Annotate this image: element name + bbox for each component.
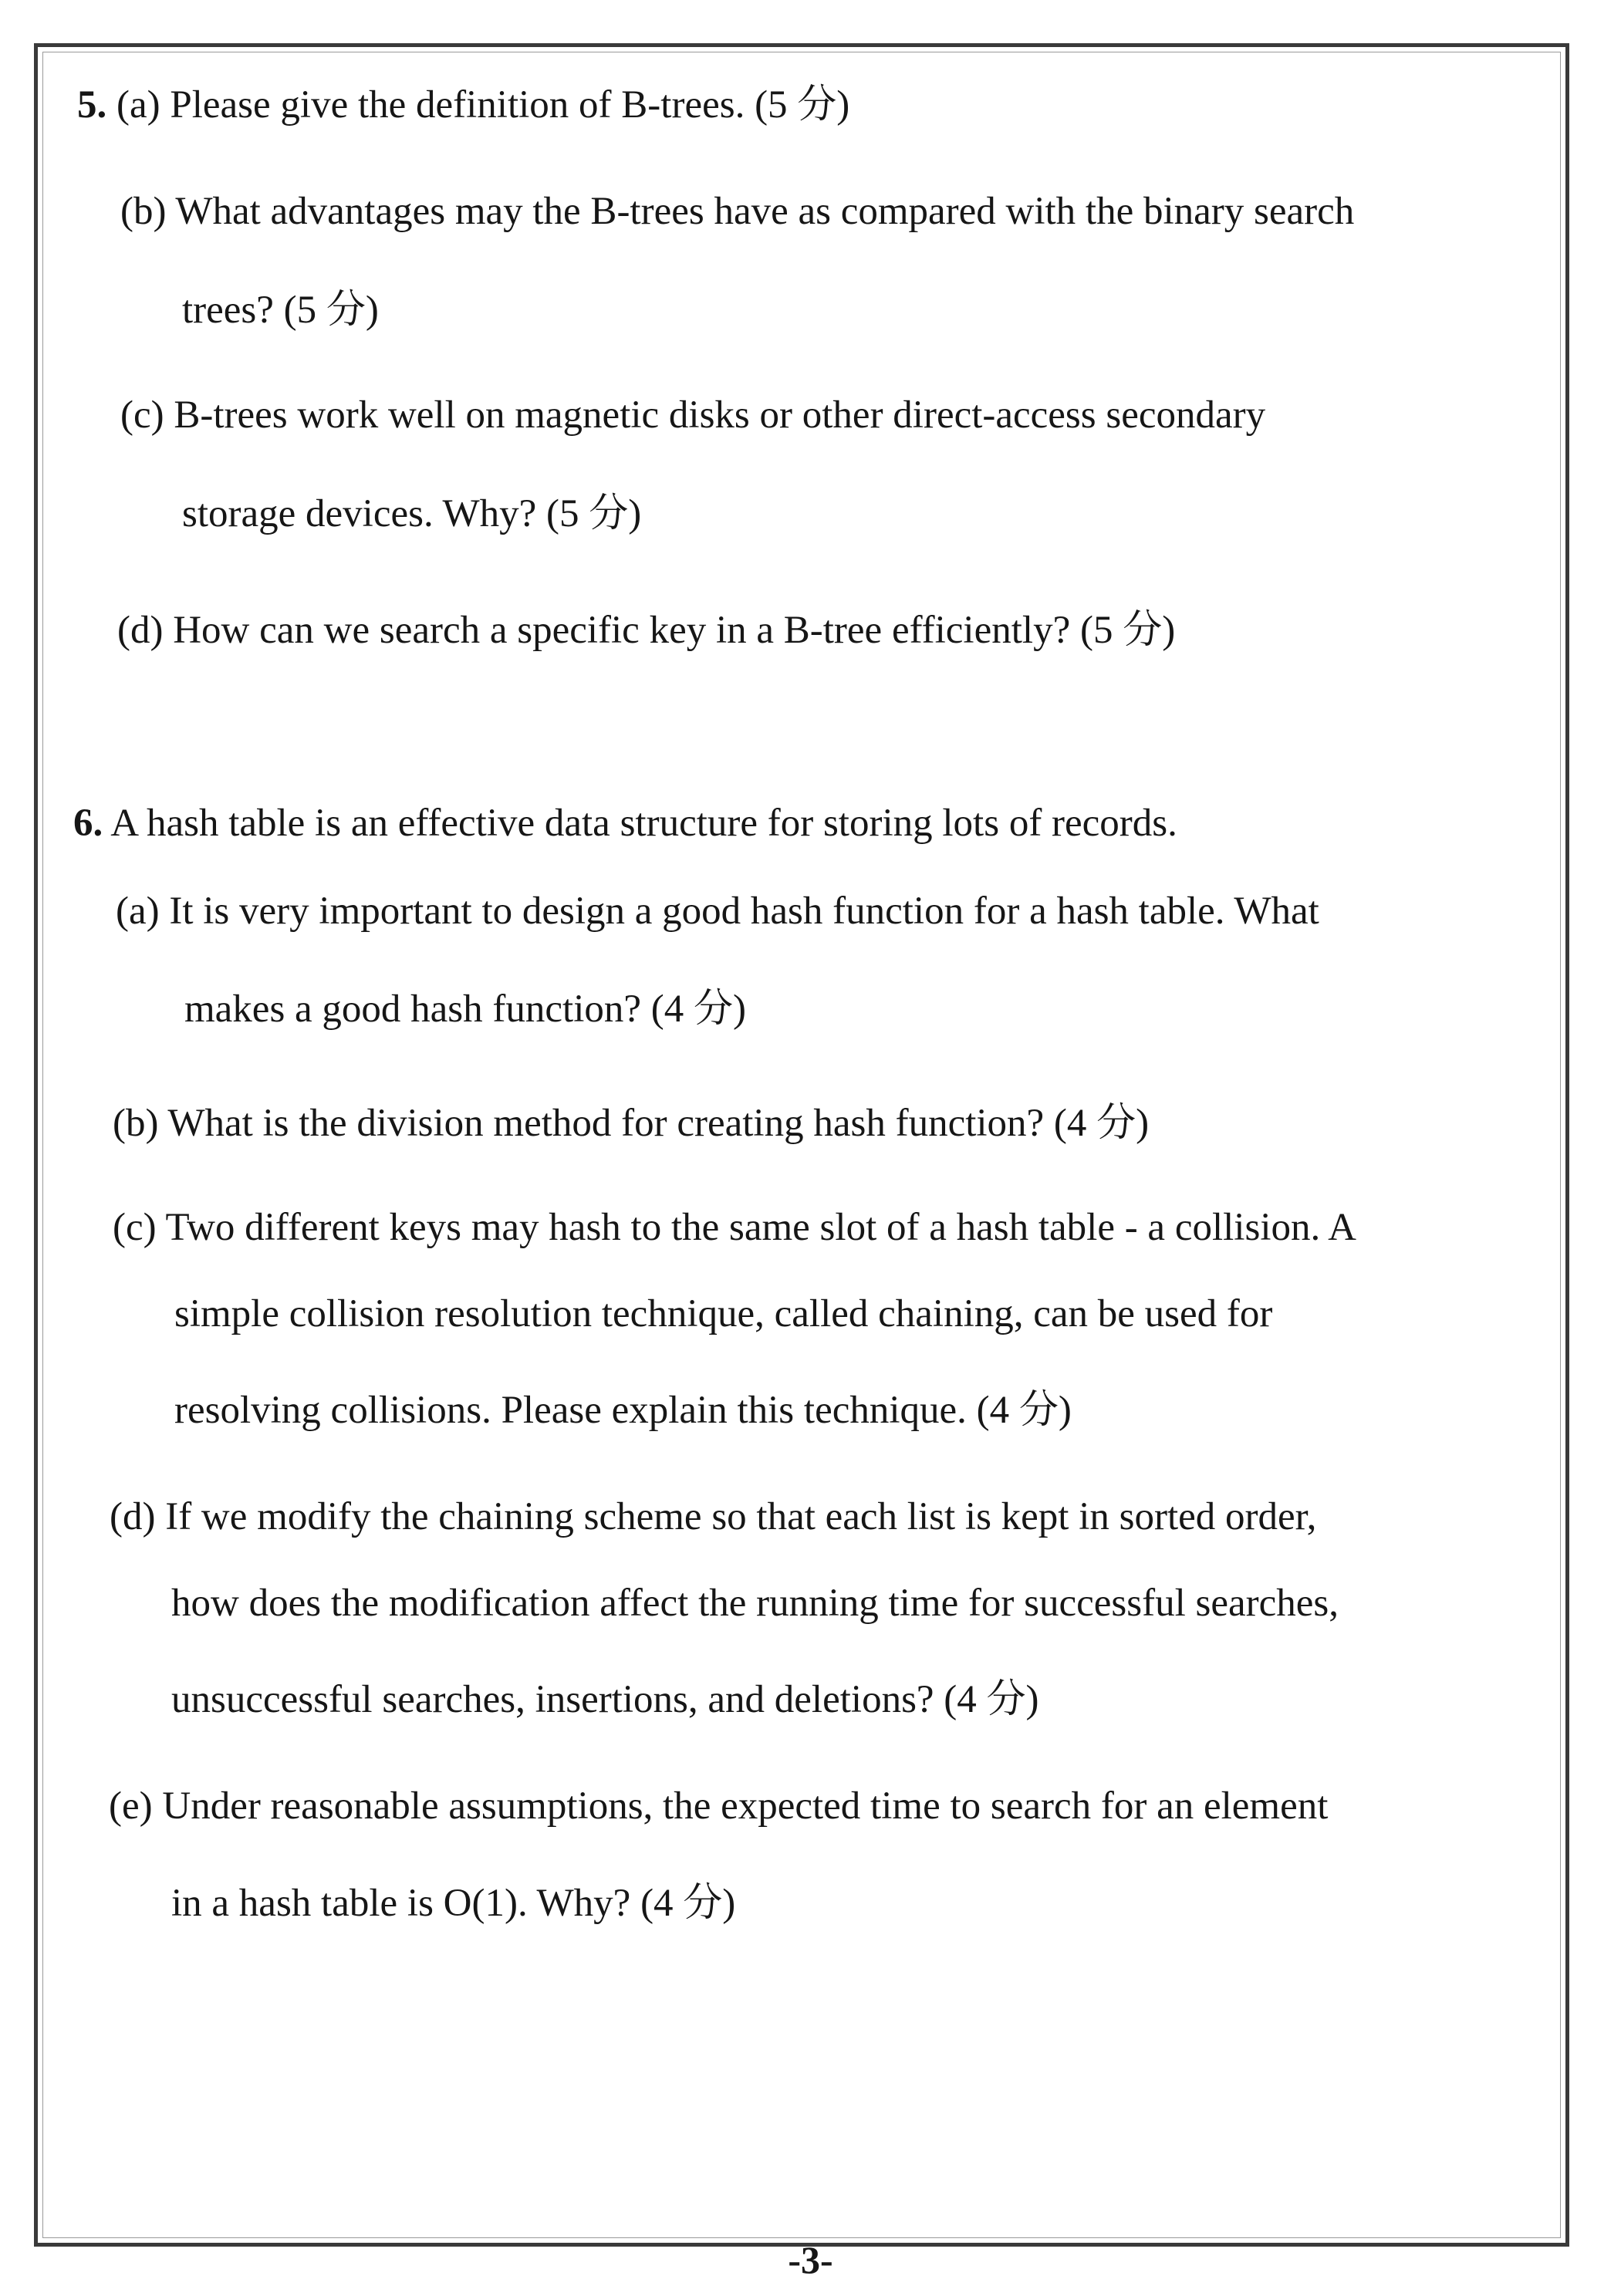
q5-c-marker: (c) — [120, 393, 164, 437]
q6-d-marker: (d) — [110, 1495, 156, 1538]
q5-number: 5. — [77, 83, 107, 127]
q6-e-text-line1: Under reasonable assumptions, the expected time to search for an element — [162, 1784, 1329, 1828]
q6-c-line3: resolving collisions. Please explain this technique. (4 分) — [174, 1389, 1072, 1432]
q6-intro: A hash table is an effective data structure for storing lots of records. — [110, 802, 1177, 845]
q6-number: 6. — [73, 802, 103, 845]
q6-d-line1 — [110, 1493, 1316, 1541]
q5-c-line2: storage devices. Why? (5 分) — [182, 492, 642, 535]
q6-e-marker: (e) — [109, 1784, 153, 1828]
q5-b-line1 — [120, 187, 1354, 235]
page-number: -3- — [788, 2238, 833, 2281]
q6-c-line2: simple collision resolution technique, called chaining, can be used for — [174, 1292, 1273, 1335]
q6-c-text-line1: Two different keys may hash to the same slot of a hash table - a collision. A — [165, 1206, 1356, 1249]
q6-a-line1 — [116, 887, 1319, 935]
q5-b-marker: (b) — [120, 190, 167, 233]
q6-c-line1 — [113, 1204, 1356, 1251]
q6-intro-line — [73, 799, 1177, 847]
q6-d-line2: how does the modification affect the running time for successful searches, — [171, 1582, 1339, 1625]
q6-b-text: What is the division method for creating hash function? (4 分) — [167, 1102, 1150, 1145]
q5-d-marker: (d) — [117, 609, 164, 652]
q6-c-marker: (c) — [113, 1206, 157, 1249]
q5-a-marker: (a) — [117, 83, 160, 127]
q5-a-line — [77, 81, 849, 129]
q6-b-marker: (b) — [113, 1102, 159, 1145]
q5-c-text-line1: B-trees work well on magnetic disks or other direct-access secondary — [174, 393, 1266, 437]
q6-e-line2: in a hash table is O(1). Why? (4 分) — [171, 1882, 736, 1925]
q5-c-line1 — [120, 391, 1265, 439]
q6-e-line1 — [109, 1782, 1328, 1830]
q5-d-text: How can we search a specific key in a B-tree efficiently? (5 分) — [173, 609, 1176, 652]
q6-d-text-line1: If we modify the chaining scheme so that each list is kept in sorted order, — [165, 1495, 1317, 1538]
q6-a-line2: makes a good hash function? (4 分) — [184, 988, 746, 1031]
q5-a-text: Please give the definition of B-trees. (5 分) — [170, 83, 850, 127]
q5-d-line — [117, 606, 1175, 654]
q6-d-line3: unsuccessful searches, insertions, and deletions? (4 分) — [171, 1678, 1039, 1721]
q6-b-line — [113, 1099, 1149, 1147]
q5-b-text-line1: What advantages may the B-trees have as compared with the binary search — [175, 190, 1355, 233]
q5-b-line2: trees? (5 分) — [182, 289, 379, 332]
q6-a-text-line1: It is very important to design a good hash function for a hash table. What — [169, 890, 1319, 933]
q6-a-marker: (a) — [116, 890, 160, 933]
